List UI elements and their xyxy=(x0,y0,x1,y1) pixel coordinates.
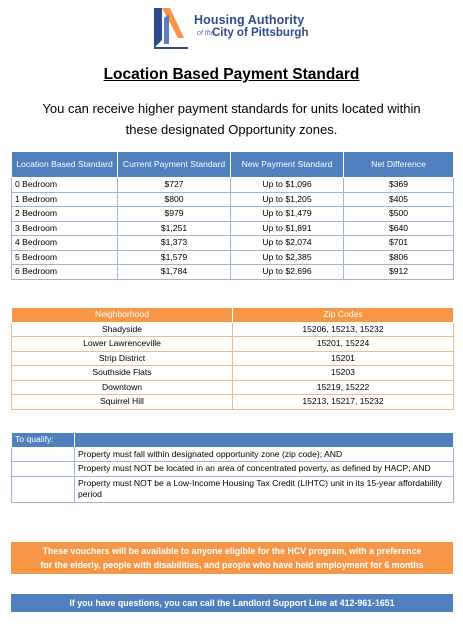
header-net: Net Difference xyxy=(344,152,454,178)
qualify-blank-cell xyxy=(12,476,75,502)
zip-cell: 15219, 15222 xyxy=(233,380,454,395)
table-row xyxy=(12,395,454,410)
net-cell: $640 xyxy=(344,221,454,236)
table-row xyxy=(12,250,454,265)
current-cell: $800 xyxy=(118,192,231,207)
new-cell: Up to $2,696 xyxy=(231,265,344,280)
qualify-blank-cell xyxy=(12,447,75,462)
current-cell: $1,784 xyxy=(118,265,231,280)
bedroom-cell: 0 Bedroom xyxy=(12,178,118,193)
neighborhood-cell: Strip District xyxy=(12,351,233,366)
qualify-header-blank xyxy=(75,433,454,448)
table-row xyxy=(12,178,454,193)
table-row xyxy=(12,265,454,280)
header-location: Location Based Standard xyxy=(12,152,118,178)
neighborhood-cell: Lower Lawrenceville xyxy=(12,337,233,352)
net-cell: $500 xyxy=(344,207,454,222)
current-cell: $979 xyxy=(118,207,231,222)
table-header-row xyxy=(12,433,454,448)
qualify-item: Property must NOT be a Low-Income Housing Tax Credit (LIHTC) unit in its 15-year affordability period xyxy=(75,476,454,502)
net-cell: $701 xyxy=(344,236,454,251)
net-cell: $912 xyxy=(344,265,454,280)
net-cell: $806 xyxy=(344,250,454,265)
page-subtitle xyxy=(0,98,463,140)
header-new: New Payment Standard xyxy=(231,152,344,178)
net-cell: $369 xyxy=(344,178,454,193)
eligibility-banner xyxy=(11,542,453,574)
bedroom-cell: 1 Bedroom xyxy=(12,192,118,207)
bedroom-cell: 2 Bedroom xyxy=(12,207,118,222)
table-row xyxy=(12,366,454,381)
current-cell: $1,251 xyxy=(118,221,231,236)
new-cell: Up to $1,891 xyxy=(231,221,344,236)
table-row xyxy=(12,322,454,337)
neighborhood-cell: Southside Flats xyxy=(12,366,233,381)
header-zip-codes: Zip Codes xyxy=(233,308,454,323)
neighborhood-cell: Shadyside xyxy=(12,322,233,337)
table-row xyxy=(12,221,454,236)
support-line-banner: If you have questions, you can call the Landlord Support Line at 412-961-1651 xyxy=(11,594,453,612)
hacp-logo xyxy=(152,4,322,50)
table-row xyxy=(12,337,454,352)
bedroom-cell: 4 Bedroom xyxy=(12,236,118,251)
table-row xyxy=(12,476,454,502)
new-cell: Up to $2,074 xyxy=(231,236,344,251)
neighborhood-table xyxy=(11,307,454,410)
subtitle-line-1: You can receive higher payment standards for units located within xyxy=(42,101,421,116)
table-row xyxy=(12,192,454,207)
new-cell: Up to $1,479 xyxy=(231,207,344,222)
table-row xyxy=(12,447,454,462)
net-cell: $405 xyxy=(344,192,454,207)
zip-cell: 15203 xyxy=(233,366,454,381)
header-current: Current Payment Standard xyxy=(118,152,231,178)
current-cell: $1,579 xyxy=(118,250,231,265)
current-cell: $1,373 xyxy=(118,236,231,251)
table-header-row xyxy=(12,152,454,178)
new-cell: Up to $2,385 xyxy=(231,250,344,265)
neighborhood-cell: Downtown xyxy=(12,380,233,395)
logo-text-line1: Housing Authority xyxy=(194,13,305,27)
subtitle-line-2: these designated Opportunity zones. xyxy=(125,122,338,137)
new-cell: Up to $1,096 xyxy=(231,178,344,193)
qualify-item: Property must NOT be located in an area of concentrated poverty, as defined by HACP; AND xyxy=(75,462,454,477)
table-row xyxy=(12,236,454,251)
page-title xyxy=(0,66,463,84)
zip-cell: 15206, 15213, 15232 xyxy=(233,322,454,337)
table-row xyxy=(12,351,454,366)
bedroom-cell: 6 Bedroom xyxy=(12,265,118,280)
qualify-item: Property must fall within designated opportunity zone (zip code); AND xyxy=(75,447,454,462)
table-row xyxy=(12,207,454,222)
logo-text-line2: City of Pittsburgh xyxy=(212,27,309,39)
zip-cell: 15201, 15224 xyxy=(233,337,454,352)
table-row xyxy=(12,380,454,395)
zip-cell: 15201 xyxy=(233,351,454,366)
house-logo-icon xyxy=(152,4,190,50)
qualify-table xyxy=(11,432,454,503)
header-neighborhood: Neighborhood xyxy=(12,308,233,323)
page-title-text: Location Based Payment Standard xyxy=(103,66,360,83)
eligibility-line-1: These vouchers will be available to anyone eligible for the HCV program, with a preference xyxy=(42,546,422,556)
table-row xyxy=(12,462,454,477)
bedroom-cell: 5 Bedroom xyxy=(12,250,118,265)
neighborhood-cell: Squirrel Hill xyxy=(12,395,233,410)
payment-standard-table xyxy=(11,151,454,280)
table-header-row xyxy=(12,308,454,323)
new-cell: Up to $1,205 xyxy=(231,192,344,207)
qualify-blank-cell xyxy=(12,462,75,477)
zip-cell: 15213, 15217, 15232 xyxy=(233,395,454,410)
current-cell: $727 xyxy=(118,178,231,193)
eligibility-line-2: for the elderly, people with disabilities, and people who have held employment for 6 months xyxy=(40,560,424,570)
bedroom-cell: 3 Bedroom xyxy=(12,221,118,236)
qualify-header: To qualify: xyxy=(12,433,75,448)
logo-text-of-the: of the xyxy=(197,30,215,37)
